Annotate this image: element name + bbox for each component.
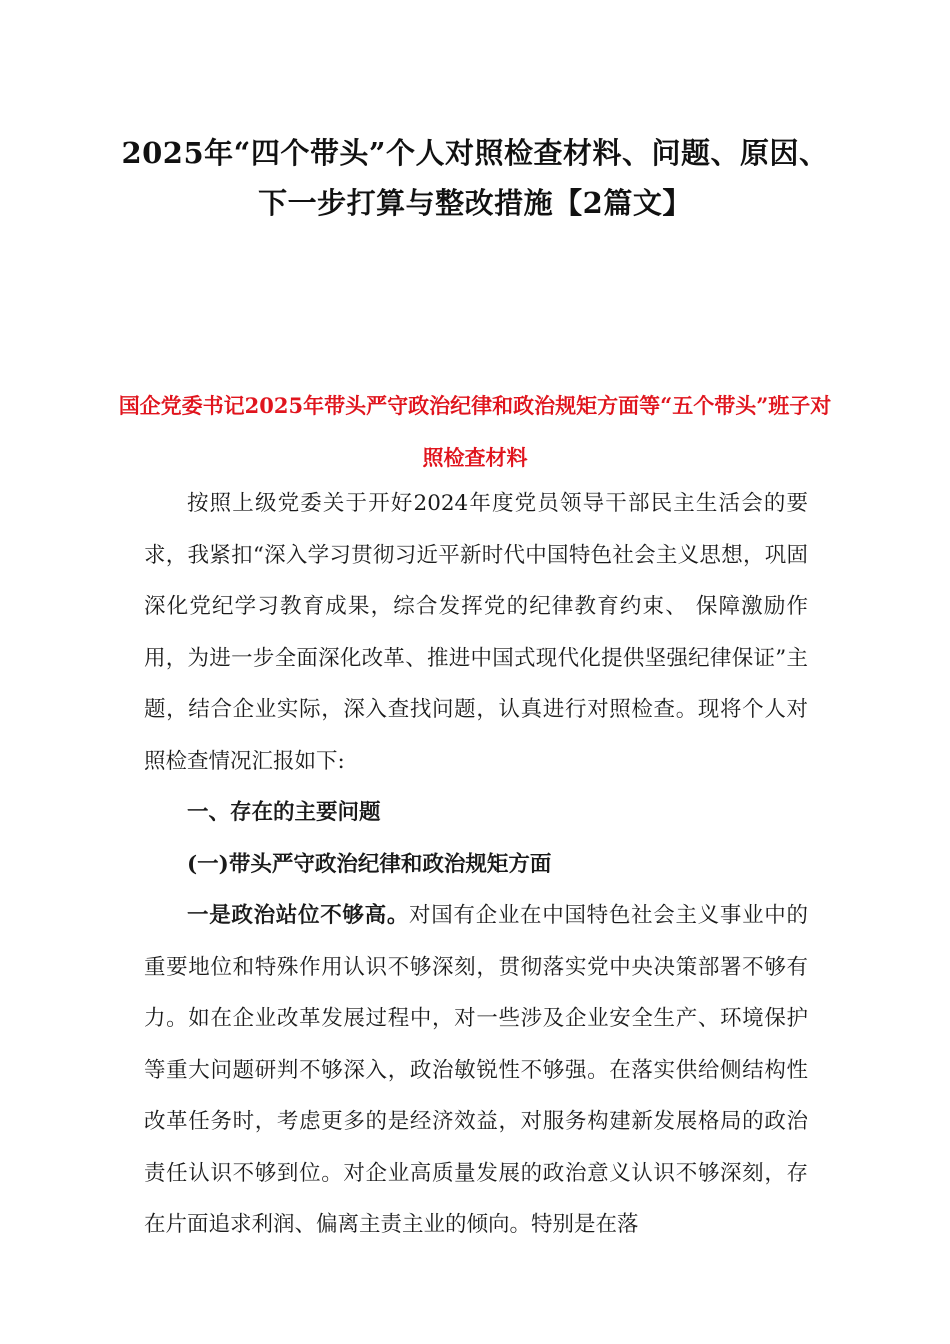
- point-1-text: 对国有企业在中国特色社会主义事业中的重要地位和特殊作用认识不够深刻，贯彻落实党中央决策部署不够有力。如在企业改革发展过程中，对一些涉及企业安全生产、环境保护等重大问题研判不够深入，政治敏锐性不够强。在落实供给侧结构性改革任务时，考虑更多的是经济效益，对服务构建新发展格局的政治责任认识不够到位。对企业高质量发展的政治意义认识不够深刻，存在片面追求利润、偏离主责主业的倾向。特别是在落: [144, 903, 808, 1237]
- document-body: [144, 478, 808, 1251]
- heading-main-problems: 一、存在的主要问题: [187, 800, 381, 825]
- section-title: 国企党委书记2025年带头严守政治纪律和政治规矩方面等“五个带头”班子对照检查材料: [118, 393, 832, 470]
- intro-paragraph: 按照上级党委关于开好2024年度党员领导干部民主生活会的要求，我紧扣“深入学习贯彻习近平新时代中国特色社会主义思想，巩固深化党纪学习教育成果，综合发挥党的纪律教育约束、 保障激励作用，为进一步全面深化改革、推进中国式现代化提供坚强纪律保证”主题，结合企业实际，深入查找问题，认真进行对照检查。现将个人对照检查情况汇报如下:: [144, 491, 808, 774]
- point-1-lead: 一是政治站位不够高。: [187, 903, 410, 928]
- document-title: 2025年“四个带头”个人对照检查材料、问题、原因、下一步打算与整改措施【2篇文】: [121, 136, 829, 220]
- heading-political-discipline: (一)带头严守政治纪律和政治规矩方面: [187, 851, 552, 877]
- point-1-paragraph: [144, 890, 808, 1251]
